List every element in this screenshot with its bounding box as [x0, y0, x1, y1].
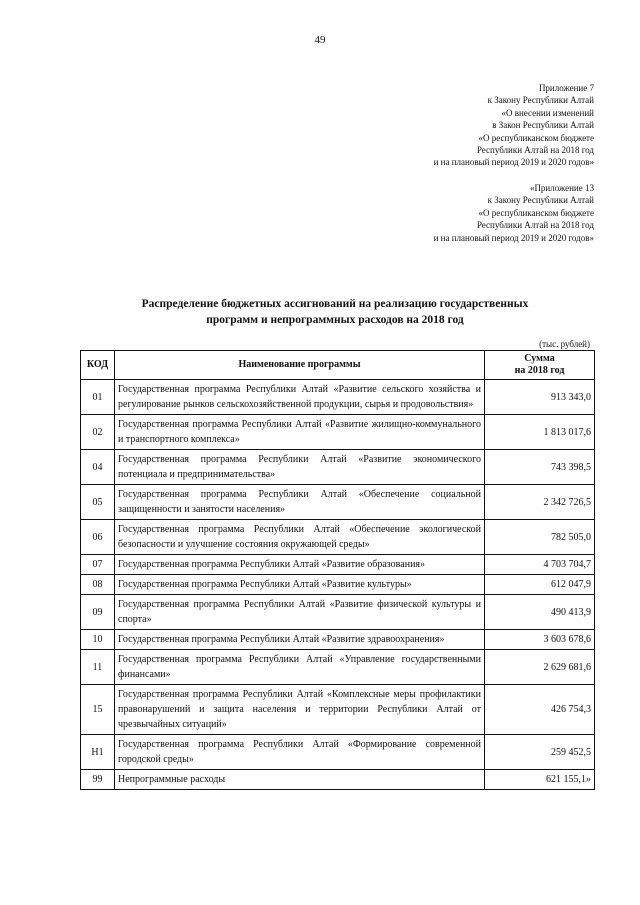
program-code: 02 — [81, 415, 115, 450]
program-code: 06 — [81, 520, 115, 555]
program-name: Государственная программа Республики Алтай «Развитие культуры» — [115, 575, 485, 595]
header-amount — [485, 351, 595, 380]
table-row — [81, 415, 595, 450]
program-amount: 259 452,5 — [485, 735, 595, 770]
annex-7-line: «О внесении изменений — [501, 107, 594, 118]
program-name: Непрограммные расходы — [115, 770, 485, 790]
program-name: Государственная программа Республики Алтай «Обеспечение экологической безопасности и улучшение состояния окружающей среды» — [115, 520, 485, 555]
program-name: Государственная программа Республики Алтай «Формирование современной городской среды» — [115, 735, 485, 770]
table-row — [81, 630, 595, 650]
program-amount: 3 603 678,6 — [485, 630, 595, 650]
table-row — [81, 595, 595, 630]
table-row — [81, 735, 595, 770]
program-amount: 426 754,3 — [485, 685, 595, 735]
header-amount-line: на 2018 год — [514, 365, 565, 376]
table-row — [81, 770, 595, 790]
program-code: 15 — [81, 685, 115, 735]
program-name: Государственная программа Республики Алтай «Развитие жилищно-коммунального и транспортного комплекса» — [115, 415, 485, 450]
program-code: 05 — [81, 485, 115, 520]
annex-7-header — [434, 82, 594, 169]
program-name: Государственная программа Республики Алтай «Развитие физической культуры и спорта» — [115, 595, 485, 630]
annex-7-line: Республики Алтай на 2018 год — [476, 145, 594, 156]
table-row — [81, 485, 595, 520]
program-code: 10 — [81, 630, 115, 650]
header-program-name: Наименование программы — [115, 351, 485, 380]
annex-13-line: «О республиканском бюджете — [478, 207, 594, 218]
table-row — [81, 650, 595, 685]
table-header-row — [81, 351, 595, 380]
annex-13-line: и на плановый период 2019 и 2020 годов» — [433, 232, 594, 243]
program-code: 11 — [81, 650, 115, 685]
units-label: (тыс. рублей) — [539, 339, 590, 349]
table-row — [81, 450, 595, 485]
table-row — [81, 555, 595, 575]
program-amount: 621 155,1» — [485, 770, 595, 790]
table-row — [81, 380, 595, 415]
program-amount: 612 047,9 — [485, 575, 595, 595]
program-code: 09 — [81, 595, 115, 630]
annex-7-line: в Закон Республики Алтай — [492, 120, 594, 131]
annex-13-line: «Приложение 13 — [529, 183, 594, 193]
program-name: Государственная программа Республики Алтай «Развитие здравоохранения» — [115, 630, 485, 650]
program-name: Государственная программа Республики Алтай «Развитие образования» — [115, 555, 485, 575]
document-title-line: Распределение бюджетных ассигнований на реализацию государственных — [141, 298, 529, 310]
annex-13-header — [434, 182, 594, 244]
program-code: 08 — [81, 575, 115, 595]
program-name: Государственная программа Республики Алтай «Комплексные меры профилактики правонарушений и защита населения и территории Республики Алтай от чрезвычайных ситуаций» — [115, 685, 485, 735]
program-amount: 913 343,0 — [485, 380, 595, 415]
annex-13-line: Республики Алтай на 2018 год — [476, 220, 594, 231]
program-amount: 1 813 017,6 — [485, 415, 595, 450]
annex-7-line: к Закону Республики Алтай — [487, 95, 594, 106]
program-code: 01 — [81, 380, 115, 415]
document-title-line: программ и непрограммных расходов на 2018 год — [206, 314, 464, 326]
program-name: Государственная программа Республики Алтай «Развитие сельского хозяйства и регулирование рынков сельскохозяйственной продукции, сырья и продовольствия» — [115, 380, 485, 415]
table-row — [81, 685, 595, 735]
program-name: Государственная программа Республики Алтай «Управление государственными финансами» — [115, 650, 485, 685]
page-number: 49 — [314, 34, 326, 46]
document-title — [80, 296, 590, 328]
program-code: 04 — [81, 450, 115, 485]
budget-table — [80, 350, 595, 790]
table-row — [81, 575, 595, 595]
program-amount: 2 342 726,5 — [485, 485, 595, 520]
header-code: КОД — [81, 351, 115, 380]
header-amount-line: Сумма — [524, 353, 555, 364]
program-name: Государственная программа Республики Алтай «Развитие экономического потенциала и предпринимательства» — [115, 450, 485, 485]
program-code: 99 — [81, 770, 115, 790]
program-code: 07 — [81, 555, 115, 575]
annex-7-line: и на плановый период 2019 и 2020 годов» — [433, 157, 594, 168]
program-code: Н1 — [81, 735, 115, 770]
program-amount: 490 413,9 — [485, 595, 595, 630]
annex-7-line: Приложение 7 — [538, 83, 594, 93]
annex-13-line: к Закону Республики Алтай — [487, 195, 594, 206]
program-name: Государственная программа Республики Алтай «Обеспечение социальной защищенности и занятости населения» — [115, 485, 485, 520]
program-amount: 4 703 704,7 — [485, 555, 595, 575]
program-amount: 743 398,5 — [485, 450, 595, 485]
annex-7-line: «О республиканском бюджете — [478, 132, 594, 143]
table-row — [81, 520, 595, 555]
program-amount: 2 629 681,6 — [485, 650, 595, 685]
program-amount: 782 505,0 — [485, 520, 595, 555]
